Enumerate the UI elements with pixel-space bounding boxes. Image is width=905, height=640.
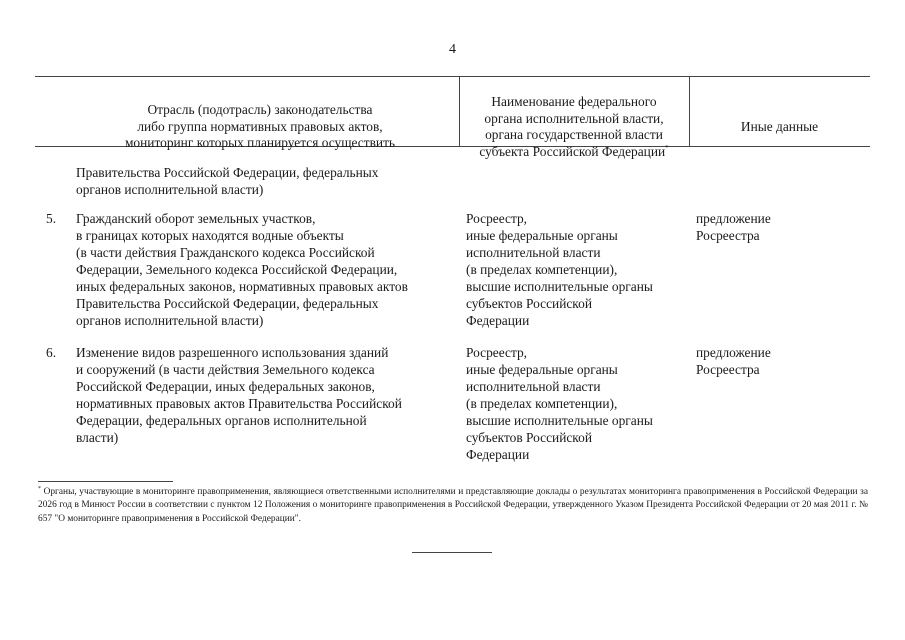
footnote-separator xyxy=(38,481,173,482)
table-top-rule xyxy=(35,76,870,77)
footnote-mark: * xyxy=(38,486,41,492)
continuation-text: Правительства Российской Федерации, федеральных органов исполнительной власти) xyxy=(76,165,379,197)
row-6-number: 6. xyxy=(46,345,57,360)
row-5-authority: Росреестр, иные федеральные органы исполнительной власти (в пределах компетенции), высшие исполнительные органы субъектов Российской Федерации xyxy=(466,211,653,328)
row-6-other: предложение Росреестра xyxy=(696,345,771,377)
footnote xyxy=(38,486,868,526)
page-number: 4 xyxy=(449,42,456,57)
header-authority: Наименование федерального органа исполнительной власти, органа государственной власти субъекта Российской Федерации* xyxy=(479,94,669,159)
row-5-branch: Гражданский оборот земельных участков, в границах которых находятся водные объекты (в части действия Гражданского кодекса Российской Федерации, Земельного кодекса Российской Федерации, иных федеральных законов, нормативных правовых актов Правительства Российской Федерации, федеральных органов исполнительной власти) xyxy=(76,211,408,328)
end-rule xyxy=(412,552,492,553)
row-6-authority: Росреестр, иные федеральные органы исполнительной власти (в пределах компетенции), высшие исполнительные органы субъектов Российской Федерации xyxy=(466,345,653,462)
row-6-branch: Изменение видов разрешенного использования зданий и сооружений (в части действия Земельного кодекса Российской Федерации, иных федеральных законов, нормативных правовых актов Правительства Российской Федерации, федеральных органов исполнительной власти) xyxy=(76,345,402,445)
row-5-number: 5. xyxy=(46,211,57,226)
header-other: Иные данные xyxy=(740,119,819,135)
footnote-marker: * xyxy=(665,143,669,152)
footnote-text: Органы, участвующие в мониторинге правоприменения, являющиеся ответственными исполнителями и представляющие доклады о результатах мониторинга правоприменения в Российской Федерации за 2026 год в Минюст России в соответствии с пунктом 12 Положения о мониторинге правоприменения в Российской Федерации, утвержденного Указом Президента Российской Федерации от 20 мая 2011 г. № 657 "О мониторинге правоприменения в Российской Федерации". xyxy=(38,487,869,524)
row-5-other: предложение Росреестра xyxy=(696,211,771,243)
header-branch: Отрасль (подотрасль) законодательства либо группа нормативных правовых актов, мониторинг которых планируется осуществить xyxy=(124,102,396,151)
